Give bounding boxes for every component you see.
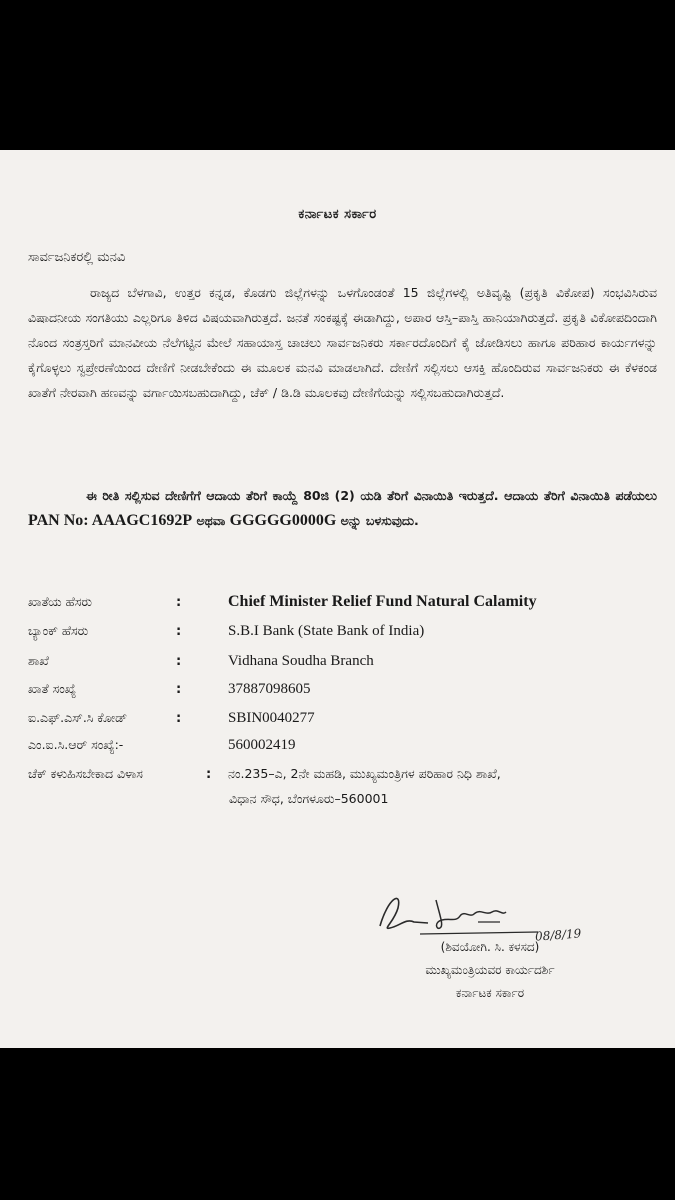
signatory-organization: ಕರ್ನಾಟಕ ಸರ್ಕಾರ (455, 986, 525, 1000)
detail-label: ಐ.ಎಫ್.ಎಸ್.ಸಿ ಕೋಡ್ (28, 710, 128, 725)
detail-colon: : (176, 711, 182, 726)
detail-row-ifsc (28, 710, 658, 732)
tax-exemption-suffix: ಅನ್ನು ಬಳಸುವುದು. (340, 513, 419, 528)
appeal-paragraph: ರಾಜ್ಯದ ಬೆಳಗಾವಿ, ಉತ್ತರ ಕನ್ನಡ, ಕೊಡಗು ಜಿಲ್ಲೆಗಳನ್ನು ಒಳಗೊಂಡಂತೆ 15 ಜಿಲ್ಲೆಗಳಲ್ಲಿ ಅತಿವೃಷ್ಟಿ (ಪ್ರಕೃತಿ ವಿಕೋಪ) ಸಂಭವಿಸಿರುವ ವಿಷಾದನೀಯ ಸಂಗತಿಯು ಎಲ್ಲರಿಗೂ ತಿಳಿದ ವಿಷಯವಾಗಿರುತ್ತದೆ. ಜನತೆ ಸಂಕಷ್ಟಕ್ಕೆ ಈಡಾಗಿದ್ದು, ಅಪಾರ ಆಸ್ತಿ–ಪಾಸ್ತಿ ಹಾನಿಯಾಗಿರುತ್ತದೆ. ಪ್ರಕೃತಿ ವಿಕೋಪದಿಂದಾಗಿ ನೊಂದ ಸಂತ್ರಸ್ತರಿಗೆ ಮಾನವೀಯ ನೆಲೆಗಟ್ಟಿನ ಮೇಲೆ ಸಹಾಯಾಸ್ತ ಚಾಚಲು ಸಾರ್ವಜನಿಕರು ಸರ್ಕಾರದೊಂದಿಗೆ ಕೈ ಜೋಡಿಸಲು ಹಾಗೂ ಪರಿಹಾರ ಕಾರ್ಯಗಳನ್ನು ಕೈಗೊಳ್ಳಲು ಸ್ವಪ್ರೇರಣೆಯಿಂದ ದೇಣಿಗೆ ನೀಡಬೇಕೆಂದು ಈ ಮೂಲಕ ಮನವಿ ಮಾಡಲಾಗಿದೆ. ದೇಣಿಗೆ ಸಲ್ಲಿಸಲು ಆಸಕ್ತಿ ಹೊಂದಿರುವ ಸಾರ್ವಜನಿಕರು ಈ ಕೆಳಕಂಡ ಖಾತೆಗೆ ನೇರವಾಗಿ ಹಣವನ್ನು ವರ್ಗಾಯಿಸಬಹುದಾಗಿದ್ದು, ಚೆಕ್ / ಡಿ.ಡಿ ಮೂಲಕವು ದೇಣಿಗೆಯನ್ನು ಸಲ್ಲಿಸಬಹುದಾಗಿರುತ್ತದೆ. (28, 285, 657, 400)
tax-exemption-paragraph (28, 483, 657, 533)
address-line-2: ವಿಧಾನ ಸೌಧ, ಬೆಂಗಳೂರು–560001 (229, 791, 389, 806)
detail-row-address (28, 766, 658, 788)
detail-row-account-number (28, 681, 658, 703)
detail-colon: : (176, 682, 182, 697)
detail-label: ಶಾಖೆ (28, 653, 49, 668)
handwritten-signature (370, 878, 550, 948)
account-name-value: Chief Minister Relief Fund Natural Calamity (228, 593, 537, 610)
bank-name-value: S.B.I Bank (State Bank of India) (228, 623, 425, 639)
detail-label: ಬ್ಯಾಂಕ್ ಹೆಸರು (28, 623, 89, 638)
detail-row-micr (28, 737, 658, 759)
signatory-designation: ಮುಖ್ಯಮಂತ್ರಿಯವರ ಕಾರ್ಯದರ್ಶಿ (425, 963, 555, 977)
micr-value: 560002419 (228, 737, 296, 753)
document-page (0, 150, 675, 1048)
address-value: ನಂ.235–ಎ, 2ನೇ ಮಹಡಿ, ಮುಖ್ಯಮಂತ್ರಿಗಳ ಪರಿಹಾರ ನಿಧಿ ಶಾಖೆ, (228, 766, 501, 781)
detail-colon: : (206, 767, 212, 782)
detail-row-branch (28, 653, 658, 675)
or-text: ಅಥವಾ (196, 513, 226, 528)
detail-row-bank-name (28, 623, 658, 645)
detail-colon: : (176, 624, 182, 639)
ifsc-value: SBIN0040277 (228, 710, 315, 726)
appeal-heading: ಸಾರ್ವಜನಿಕರಲ್ಲಿ ಮನವಿ (28, 250, 126, 265)
pan-number-alt: GGGGG0000G (229, 512, 337, 529)
detail-colon: : (176, 595, 182, 610)
detail-label: ಖಾತೆಯ ಹೆಸರು (28, 594, 92, 609)
tax-exemption-text: ಈ ರೀತಿ ಸಲ್ಲಿಸುವ ದೇಣಿಗೆಗೆ ಆದಾಯ ತೆರಿಗೆ ಕಾಯ್ದೆ 80ಜಿ (2) ಯಡಿ ತೆರಿಗೆ ವಿನಾಯಿತಿ ಇರುತ್ತದೆ. ಆದಾಯ ತೆರಿಗೆ ವಿನಾಯಿತಿ ಪಡೆಯಲು (86, 488, 657, 503)
detail-label: ಖಾತೆ ಸಂಖ್ಯೆ (28, 681, 77, 696)
branch-value: Vidhana Soudha Branch (228, 653, 374, 669)
signature-date: 08/8/19 (534, 926, 582, 944)
detail-label: ಎಂ.ಐ.ಸಿ.ಆರ್ ಸಂಖ್ಯೆ:- (28, 737, 124, 752)
detail-row-account-name (28, 593, 658, 615)
detail-colon: : (176, 654, 182, 669)
pan-number: PAN No: AAAGC1692P (28, 512, 193, 529)
account-number-value: 37887098605 (228, 681, 311, 697)
government-title: ಕರ್ನಾಟಕ ಸರ್ಕಾರ (298, 207, 377, 222)
signatory-name: (ಶಿವಯೋಗಿ. ಸಿ. ಕಳಸದ) (440, 940, 540, 954)
detail-label: ಚೆಕ್ ಕಳುಹಿಸಬೇಕಾದ ವಿಳಾಸ (28, 766, 143, 781)
